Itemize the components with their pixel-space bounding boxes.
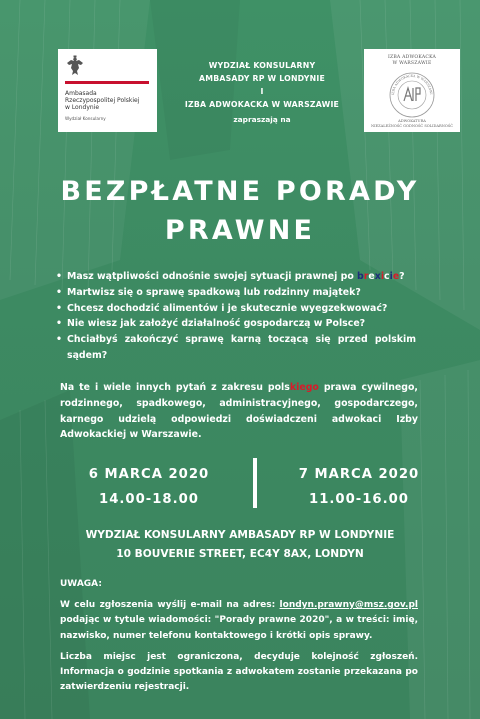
question-item: • Masz wątpliwości odnośnie swojej sytuacji prawnej po brexicie? (56, 269, 416, 285)
date-label: 7 MARCA 2020 (298, 467, 420, 482)
event-title (20, 172, 460, 250)
invite-text: zapraszają na (233, 115, 291, 124)
notice-registration: W celu zgłoszenia wyślij e-mail na adres: londyn.prawny@msz.gov.pl podając w tytule wiadomości: "Porady prawne 2020", a w treści: imię, nazwisko, numer telefonu kontaktowego i krótki opis sprawy. (60, 600, 418, 641)
notice-limits: Liczba miejsc jest ograniczona, decyduje kolejność zgłoszeń. Informacja o godzinie spotkania z adwokatem zostanie przekazana po zatwierdzeniu rejestracji. (60, 651, 418, 693)
time-label: 11.00-16.00 (309, 492, 409, 507)
date-divider (253, 458, 257, 508)
brexit-flag-word: brexicie (357, 271, 400, 282)
bar-association-motto: ADWOKATURA NIEZALEŻNOŚĆ GODNOŚĆ SOLIDARNOŚĆ (370, 119, 454, 128)
question-item: • Chcesz dochodzić alimentów i je skutecznie wyegzekwować? (56, 301, 416, 317)
question-item: • Chciałbyś zakończyć sprawę karną toczącą się przed polskim sądem? (56, 332, 416, 364)
notice-heading: UWAGA: (60, 579, 102, 589)
email-link[interactable]: londyn.prawny@msz.gov.pl (279, 600, 418, 611)
flag-stripe (65, 81, 149, 84)
date-block-day-2 (264, 462, 454, 512)
venue-address: 10 BOUVERIE STREET, EC4Y 8AX, LONDYN (116, 547, 364, 560)
bar-association-title: IZBA ADWOKACKA W WARSZAWIE (387, 55, 437, 66)
bar-association-seal-icon (387, 70, 437, 120)
question-list (56, 269, 416, 364)
venue-name: WYDZIAŁ KONSULARNY AMBASADY RP W LONDYNIE (85, 529, 395, 541)
embassy-name: Ambasada Rzeczypospolitej Polskiej w Londynie (65, 90, 140, 112)
embassy-logo (58, 49, 157, 132)
event-title-line-2: PRAWNE (164, 215, 316, 246)
date-block-day-1 (54, 462, 244, 512)
bar-association-logo (364, 49, 460, 132)
notice (60, 577, 418, 695)
date-label: 6 MARCA 2020 (88, 467, 210, 482)
seal-text: IZBA ADWOKACKA W WARSZAWI (390, 73, 434, 96)
time-label: 14.00-18.00 (99, 492, 199, 507)
intro-paragraph: Na te i wiele innych pytań z zakresu polskiego prawa cywilnego, rodzinnego, spadkowego, administracyjnego, gospodarczego, karnego udzielą odpowiedzi doświadczeni adwokaci Izby Adwokackiej w Warszawie. (60, 382, 418, 441)
question-item: • Nie wiesz jak założyć działalność gospodarczą w Polsce? (56, 316, 416, 332)
organizers: WYDZIAŁ KONSULARNY AMBASADY RP W LONDYNIE I IZBA ADWOKACKA W WARSZAWIE (184, 61, 340, 109)
question-item: • Martwisz się o sprawę spadkową lub rodzinny majątek? (56, 285, 416, 301)
polish-eagle-icon (65, 55, 85, 77)
embassy-department: Wydział Konsularny (65, 116, 106, 121)
venue (20, 526, 460, 563)
polish-flag-word: polskiego (267, 382, 319, 393)
event-title-line-1: BEZPŁATNE PORADY (60, 176, 420, 207)
